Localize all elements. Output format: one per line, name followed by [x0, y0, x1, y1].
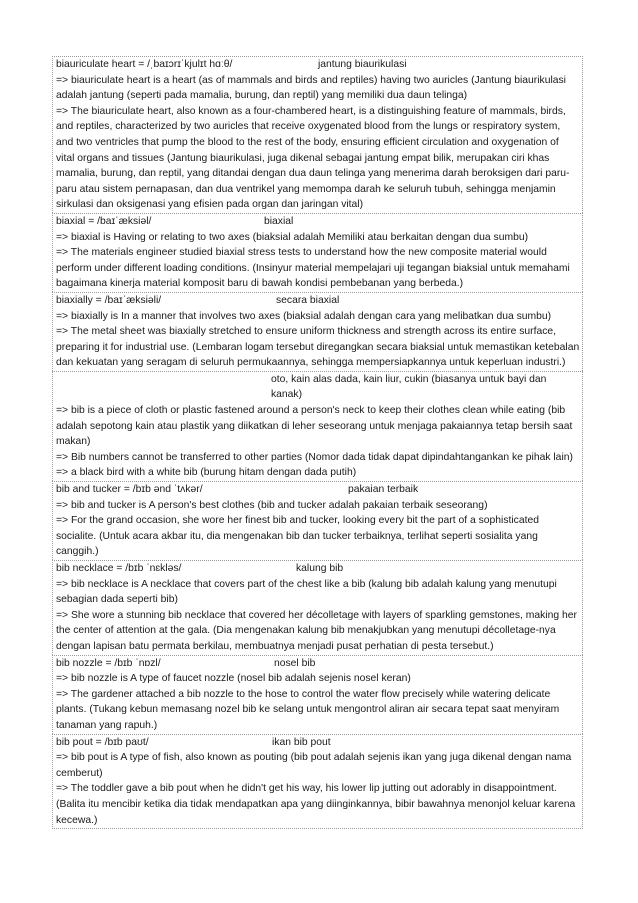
entry-definition: => biaxial is Having or relating to two axes (biaksial adalah Memiliki atau berkaitan dengan dua sumbu)	[56, 231, 529, 243]
entry-definition: => biauriculate heart is a heart (as of mammals and birds and reptiles) having two auricles (Jantung biaurikulasi adalah jantung (seperti pada mamalia, burung, dan reptil) yang memiliki dua daun telinga)	[56, 74, 566, 102]
entry-term: biaxial = /baɪˈæksiəl/	[56, 215, 152, 227]
dictionary-entry	[52, 734, 583, 830]
entry-example: => a black bird with a white bib (burung hitam dengan dada putih)	[56, 467, 357, 479]
entry-definition: => bib pout is A type of fish, also known as pouting (bib pout adalah sejenis ikan yang juga dikenal dengan nama cemberut)	[56, 752, 572, 779]
entry-definition: => bib is a piece of cloth or plastic fastened around a person's neck to keep their clothes clean while eating (bib adalah sepotong kain atau plastik yang diikatkan di leher seseorang untuk menjaga pakaiannya tetap bersih saat makan)	[56, 405, 573, 448]
entry-header	[56, 482, 580, 498]
entry-definition: => bib and tucker is A person's best clothes (bib and tucker adalah pakaian terbaik seseorang)	[56, 499, 488, 511]
entry-header	[56, 656, 580, 672]
entry-translation: pakaian terbaik	[348, 484, 419, 496]
entry-term: bib and tucker = /bɪb ənd ˈtʌkər/	[56, 484, 203, 496]
entry-header	[56, 293, 580, 309]
entry-definition: => biaxially is In a manner that involves two axes (biaksial adalah dengan cara yang melibatkan dua sumbu)	[56, 310, 552, 322]
entry-translation: kalung bib	[296, 563, 344, 574]
entry-example: => The materials engineer studied biaxial stress tests to understand how the new composite material would perform under different loading conditions. (Insinyur material mempelajari uji tegangan biaksial untuk memahami bagaimana kinerja material komposit baru di bawah kondisi pembebanan yang berbeda.)	[56, 247, 570, 290]
dictionary-page	[52, 56, 583, 829]
entry-example: => The metal sheet was biaxially stretched to ensure uniform thickness and strength across its entire surface, preparing it for industrial use. (Lembaran logam tersebut diregangkan secara biaksial untuk memastikan ketebalan dan kekuatan yang seragam di seluruh permukaannya, sehingga mempersiapkannya untuk keperluan industri.)	[56, 326, 580, 369]
entry-definition: => bib nozzle is A type of faucet nozzle (nosel bib adalah sejenis nosel keran)	[56, 673, 411, 685]
entry-term: biauriculate heart = /ˌbaɪɔrɪˈkjulɪt hɑːθ/	[56, 59, 233, 70]
entry-example: => She wore a stunning bib necklace that covered her décolletage with layers of sparkling gemstones, making her the center of attention at the gala. (Dia mengenakan kalung bib menakjubkan yang menutupi décolletage-nya dengan lapisan batu permata berkilau, membuatnya menjadi pusat perhatian di pesta tersebut.)	[56, 609, 577, 652]
entry-example: => Bib numbers cannot be transferred to other parties (Nomor dada tidak dapat dipindahtangankan ke pihak lain)	[56, 451, 573, 463]
entry-translation: nosel bib	[274, 657, 316, 669]
entry-translation: secara biaxial	[276, 294, 340, 306]
entry-translation: ikan bib pout	[272, 736, 331, 748]
dictionary-entry	[52, 56, 583, 213]
entry-example: => The gardener attached a bib nozzle to the hose to control the water flow precisely while watering delicate plants. (Tukang kebun memasang nozel bib ke selang untuk mengontrol aliran air secara tepat saat menyiram tanaman yang rapuh.)	[56, 688, 560, 731]
dictionary-entry	[52, 655, 583, 734]
entry-example: => The toddler gave a bib pout when he didn't get his way, his lower lip jutting out adorably in disappointment. (Balita itu mencibir ketika dia tidak mendapatkan apa yang diinginkannya, bibir bawahnya menonjol keluar karena kecewa.)	[56, 783, 576, 826]
dictionary-entry	[52, 560, 583, 655]
entry-term: bib necklace = /bɪb ˈnɛkləs/	[56, 563, 182, 574]
dictionary-entry	[52, 481, 583, 560]
entry-example: => For the grand occasion, she wore her finest bib and tucker, looking every bit the part of a sophisticated socialite. (Untuk acara akbar itu, dia mengenakan bib dan tucker terbaiknya, terlihat seperti sosialita yang canggih.)	[56, 515, 539, 558]
entry-header	[56, 561, 580, 577]
entry-header	[56, 735, 580, 751]
entry-translation: oto, kain alas dada, kain liur, cukin (biasanya untuk bayi dan kanak)	[271, 373, 547, 401]
entry-header	[56, 214, 580, 230]
dictionary-entry	[52, 292, 583, 371]
entry-translation: jantung biaurikulasi	[318, 59, 407, 70]
entry-term: bib pout = /bɪb paʊt/	[56, 736, 149, 748]
entry-header	[56, 57, 580, 73]
entry-header	[56, 372, 580, 403]
entry-term: bib nozzle = /bɪb ˈnɒzl/	[56, 657, 161, 669]
entry-term	[56, 372, 271, 388]
entry-translation: biaxial	[264, 215, 294, 227]
dictionary-entry	[52, 371, 583, 481]
dictionary-entry	[52, 213, 583, 292]
entry-definition: => bib necklace is A necklace that covers part of the chest like a bib (kalung bib adalah kalung yang menutupi sebagian dada seperti bib)	[56, 578, 557, 606]
entry-term: biaxially = /baɪˈæksiəli/	[56, 294, 162, 306]
entry-example: => The biauriculate heart, also known as a four-chambered heart, is a distinguishing feature of mammals, birds, and reptiles, characterized by two auricles that receive oxygenated blood from the lungs or respiratory system, and two ventricles that pump the blood to the rest of the body, ensuring efficient circulation and oxygenation of vital organs and tissues (Jantung biaurikulasi, juga dikenal sebagai jantung empat bilik, merupakan ciri khas mamalia, burung, dan reptil, yang ditandai dengan dua daun telinga yang menerima darah beroksigen dari paru-paru atau sistem pernapasan, dan dua ventrikel yang memompa darah ke seluruh tubuh, sehingga menjamin sirkulasi dan oksigenasi yang efisien pada organ dan jaringan vital)	[56, 105, 570, 211]
